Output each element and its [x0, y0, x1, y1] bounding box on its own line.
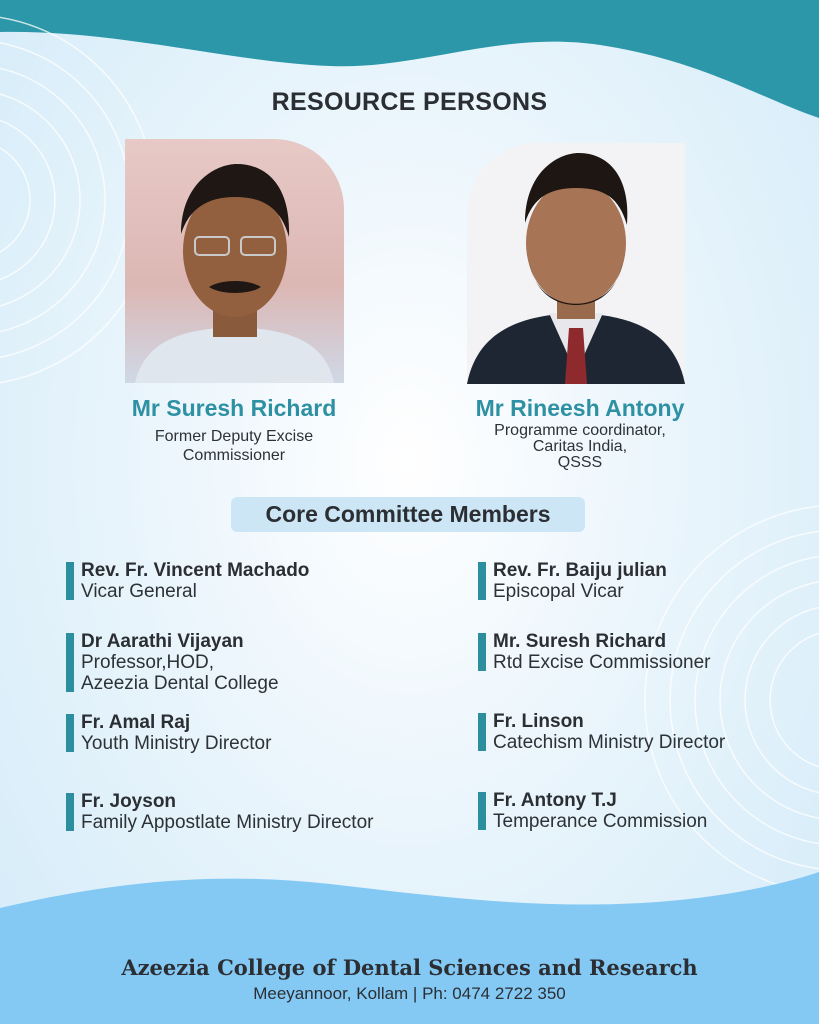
accent-bar — [66, 633, 74, 692]
accent-bar — [478, 562, 486, 600]
accent-bar — [478, 713, 486, 751]
member-name: Dr Aarathi Vijayan — [81, 631, 244, 652]
member-name: Fr. Linson — [493, 711, 584, 732]
resource-person-name: Mr Suresh Richard — [131, 395, 337, 421]
member-role: Catechism Ministry Director — [493, 732, 726, 753]
committee-member — [478, 790, 707, 832]
role-line: QSSS — [557, 454, 603, 471]
member-role: Vicar General — [81, 581, 197, 602]
resource-person-role — [430, 423, 730, 471]
member-role: Professor,HOD, — [81, 652, 215, 673]
member-role: Temperance Commission — [493, 811, 708, 832]
committee-heading: Core Committee Members — [231, 497, 585, 532]
committee-member — [66, 560, 309, 602]
committee-member — [478, 711, 725, 753]
member-name: Fr. Antony T.J — [493, 790, 617, 811]
member-name: Fr. Amal Raj — [81, 712, 191, 733]
member-role: Azeezia Dental College — [81, 673, 279, 694]
role-line: Programme coordinator, — [494, 422, 666, 439]
member-name: Fr. Joyson — [81, 791, 177, 812]
role-line: Former Deputy Excise — [154, 428, 314, 445]
role-line: Caritas India, — [532, 438, 628, 455]
accent-bar — [66, 793, 74, 831]
committee-member — [478, 560, 667, 602]
accent-bar — [478, 792, 486, 830]
resource-person-name: Mr Rineesh Antony — [475, 395, 685, 421]
member-role: Family Appostlate Ministry Director — [81, 812, 374, 833]
institution-name: Azeezia College of Dental Sciences and Research — [121, 955, 698, 980]
page-title: RESOURCE PERSONS — [271, 88, 548, 116]
committee-member — [66, 791, 373, 833]
resource-person-photo — [467, 143, 685, 384]
committee-member — [478, 631, 711, 673]
accent-bar — [66, 714, 74, 752]
committee-member — [66, 712, 271, 754]
member-role: Rtd Excise Commissioner — [493, 652, 711, 673]
accent-bar — [66, 562, 74, 600]
accent-bar — [478, 633, 486, 671]
contact-info: Meeyannoor, Kollam | Ph: 0474 2722 350 — [253, 984, 566, 1003]
member-role: Youth Ministry Director — [81, 733, 272, 754]
committee-member — [66, 631, 279, 694]
member-name: Rev. Fr. Vincent Machado — [81, 560, 310, 581]
role-line: Commissioner — [182, 447, 286, 464]
member-name: Mr. Suresh Richard — [493, 631, 667, 652]
rings-right — [645, 505, 819, 895]
member-name: Rev. Fr. Baiju julian — [493, 560, 667, 581]
resource-person-photo — [125, 139, 344, 383]
member-role: Episcopal Vicar — [493, 581, 624, 602]
resource-person-role — [88, 427, 380, 465]
